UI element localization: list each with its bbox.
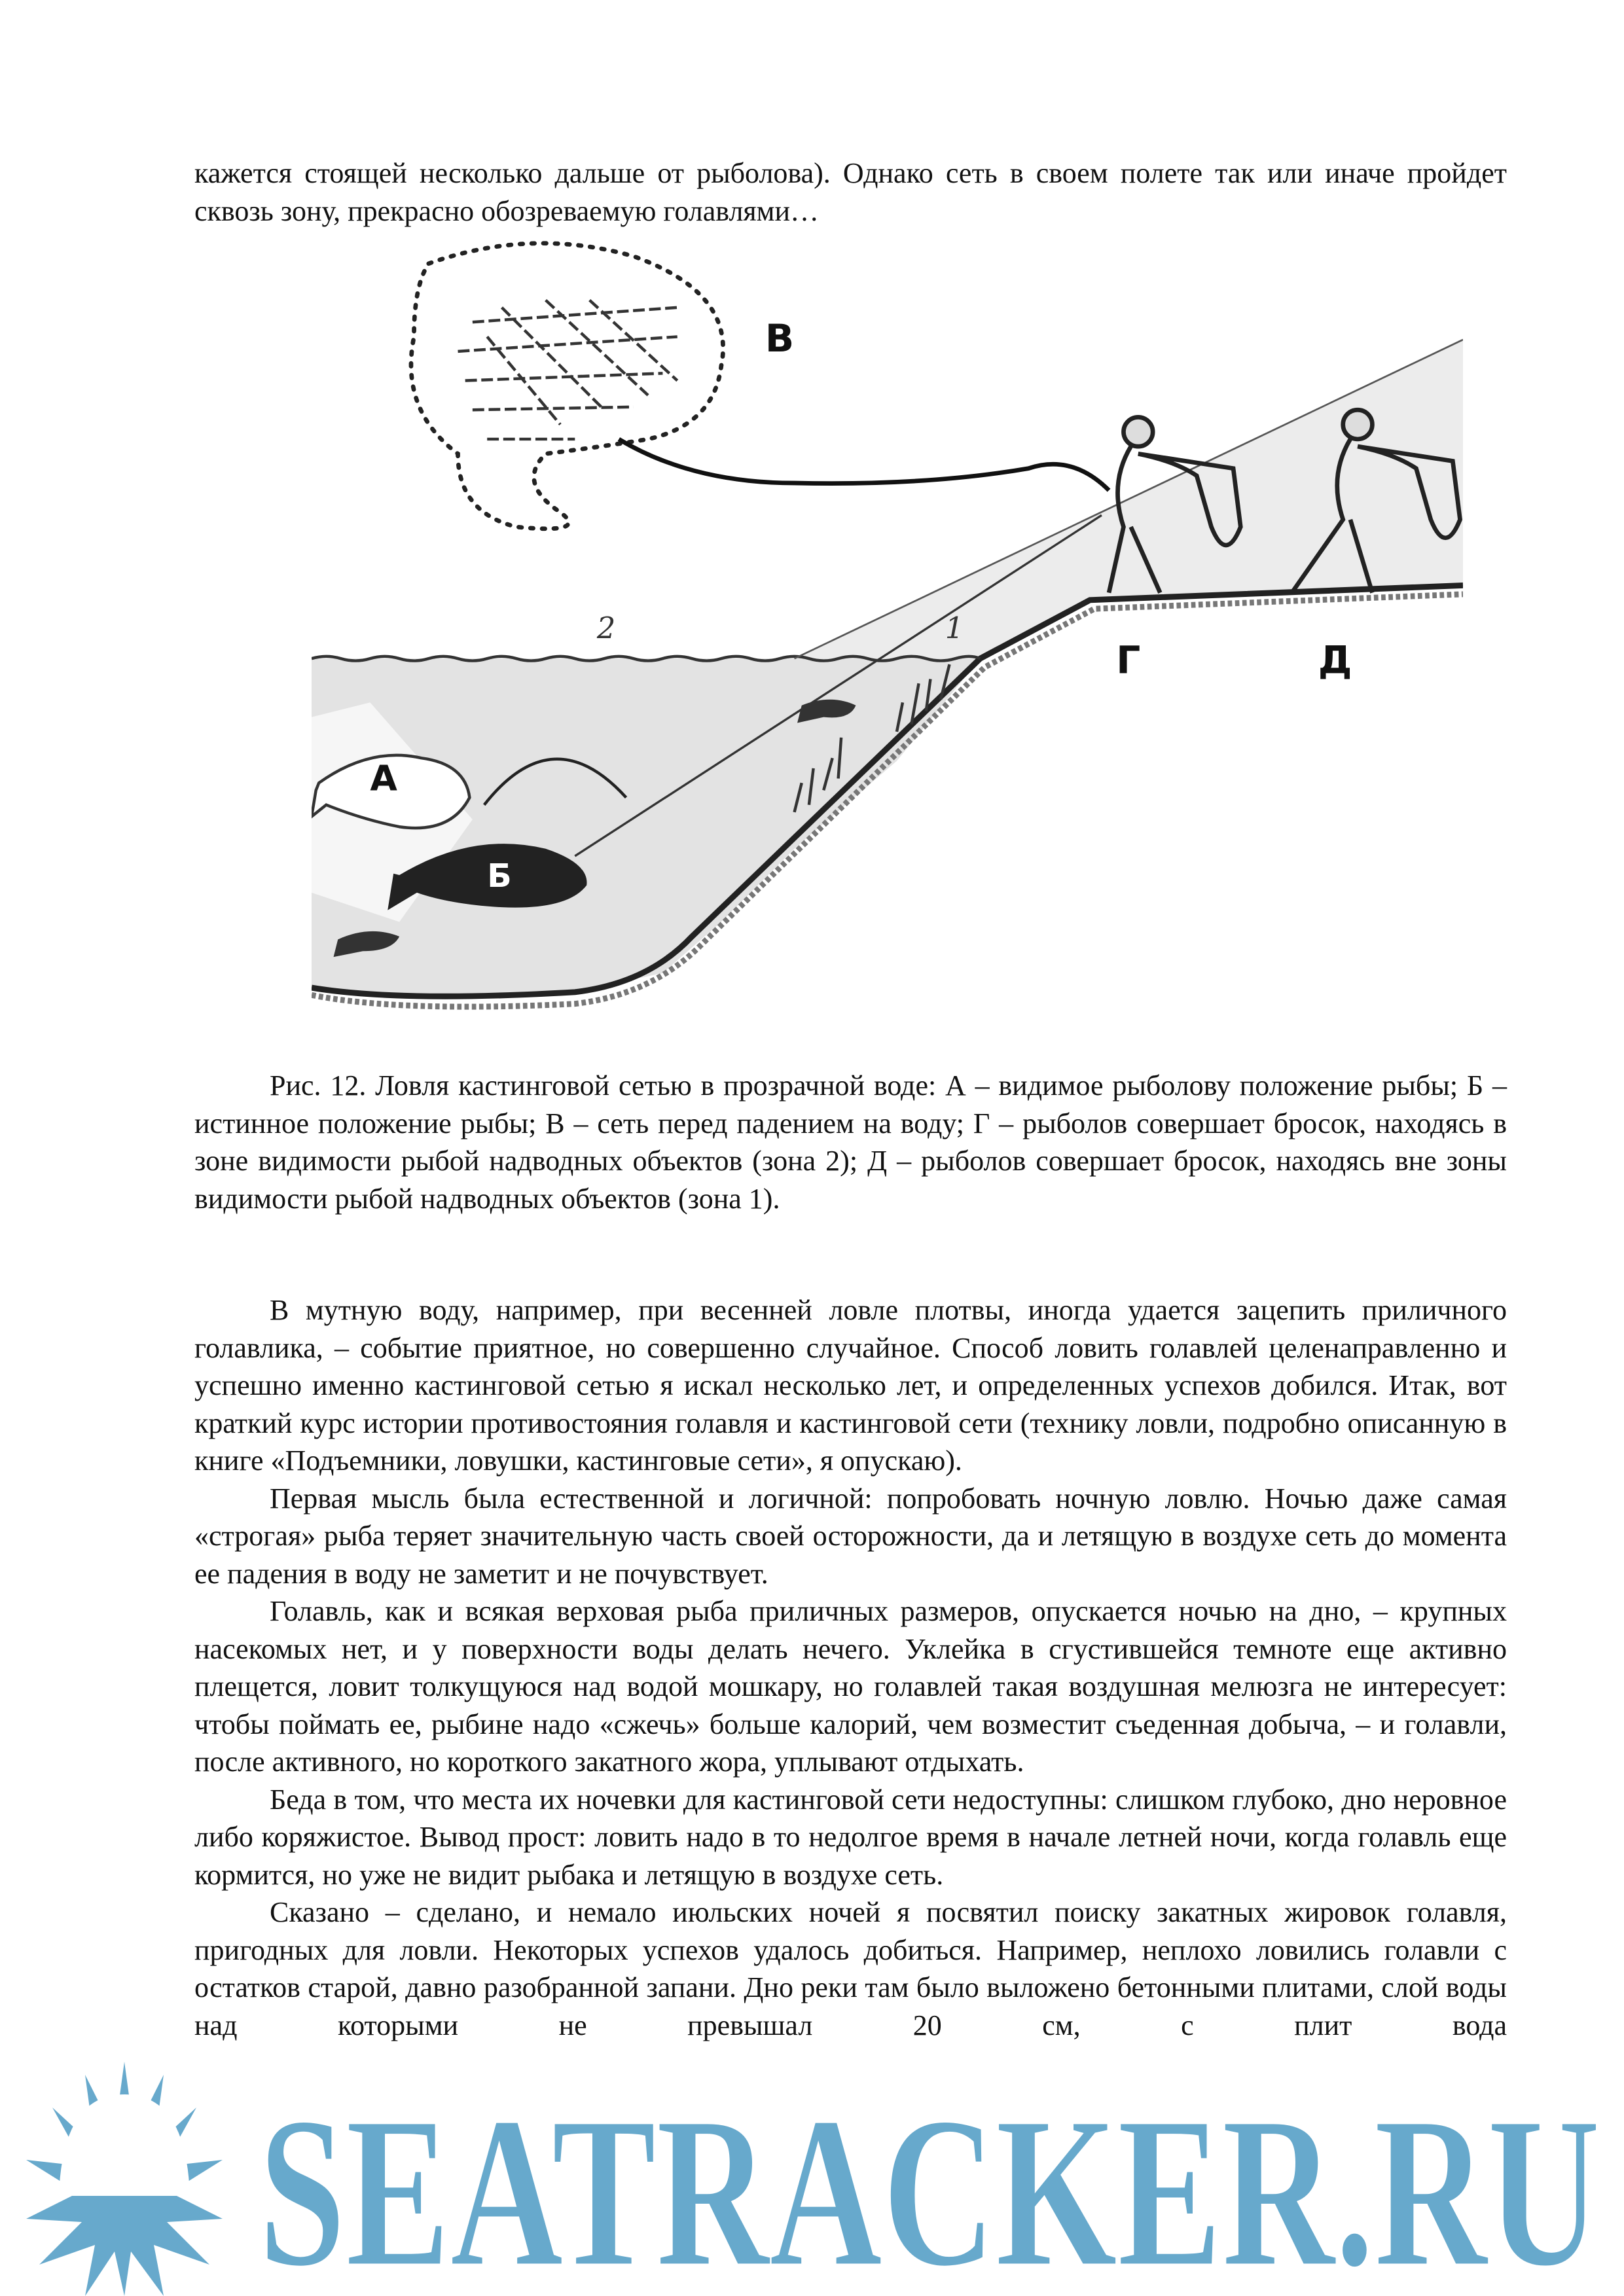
label-zone-2: 2 (596, 611, 616, 645)
paragraph: Голавль, как и всякая верховая рыба приличных размеров, опускается ночью на дно, – крупных насекомых нет, и у поверхности воды делать нечего. Уклейка в сгустившейся темноте еще активно плещется, ловит толкущуюся над водой мошкару, но голавлей такая воздушная мелюзга не интересует: чтобы поймать ее, рыбине надо «сжечь» больше калорий, чем возместит съеденная добыча, – и голавли, после активного, но короткого закатного жора, уплывают отдыхать. (194, 1595, 1507, 1778)
watermark-logo (0, 2055, 1624, 2296)
label-a: А (370, 757, 397, 799)
paragraph: Сказано – сделано, и немало июльских ночей я посвятил поиску закатных жировок голавля, пригодных для ловли. Некоторых успехов удалось добиться. Например, неплохо ловились голавли с остатков старой, давно разобранной запани. Дно реки там было выложено бетонными плитами, слой воды над которыми не превышал 20 см, с плит вода (194, 1896, 1507, 2041)
watermark-text: SEATRACKER.RU (259, 2073, 1600, 2296)
sun-logo-icon (26, 2062, 223, 2296)
body-text (194, 1291, 1507, 2044)
intro-paragraph: кажется стоящей несколько дальше от рыболова). Однако сеть в своем полете так или иначе пройдет сквозь зону, прекрасно обозреваемую голавлями… (194, 157, 1507, 227)
paragraph: Беда в том, что места их ночевки для кастинговой сети недоступны: слишком глубоко, дно неровное либо коряжистое. Вывод прост: ловить надо в то недолгое время в начале летней ночи, когда голавль еще кормится, но уже не видит рыбака и летящую в воздухе сеть. (194, 1783, 1507, 1891)
paragraph: В мутную воду, например, при весенней ловле плотвы, иногда удается зацепить приличного голавлика, – событие приятное, но совершенно случайное. Способ ловить голавлей целенаправленно и успешно именно кастинговой сетью я искал несколько лет, и определенных успехов добился. Итак, вот краткий курс истории противостояния голавля и кастинговой сети (технику ловли, подробно описанную в книге «Подъемники, ловушки, кастинговые сети», я опускаю). (194, 1294, 1507, 1477)
figure-casting-net-diagram (312, 234, 1463, 1024)
net-rope (619, 439, 1109, 490)
paragraph: Первая мысль была естественной и логичной: попробовать ночную ловлю. Ночью даже самая «строгая» рыба теряет значительную часть своей осторожности, да и летящую в воздухе сеть до момента ее падения в воду не заметит и не почувствует. (194, 1482, 1507, 1590)
caption-text: Рис. 12. Ловля кастинговой сетью в прозрачной воде: А – видимое рыболову положение рыбы; Б – истинное положение рыбы; В – сеть перед падением на воду; Г – рыболов совершает бросок, находясь в зоне видимости рыбой надводных объектов (зона 2); Д – рыболов совершает бросок, находясь вне зоны видимости рыбой надводных объектов (зона 1). (194, 1069, 1507, 1215)
label-v: В (765, 315, 795, 361)
intro-text (194, 154, 1507, 230)
cast-net (411, 243, 723, 529)
label-g: Г (1116, 637, 1141, 683)
figure-caption (194, 1067, 1507, 1217)
label-zone-1: 1 (945, 611, 964, 645)
label-b: Б (487, 856, 512, 895)
label-d: Д (1318, 637, 1352, 683)
